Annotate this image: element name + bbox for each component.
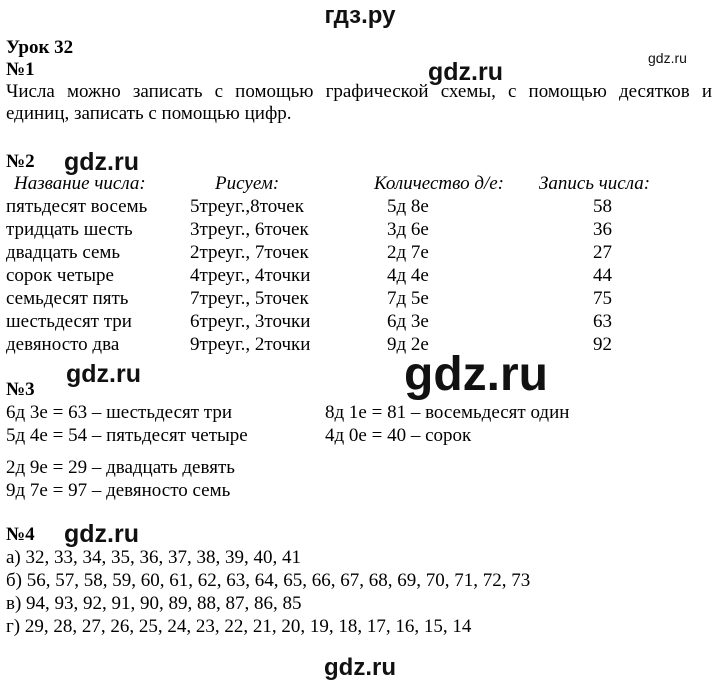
task4-number: №4 bbox=[6, 524, 35, 545]
cell-count: 4д 4е bbox=[387, 265, 429, 286]
cell-count: 2д 7е bbox=[387, 242, 429, 263]
cell-name: сорок четыре bbox=[6, 265, 114, 286]
site-header: гдз.ру bbox=[324, 2, 396, 29]
task3-left-line: 6д 3е = 63 – шестьдесят три bbox=[6, 402, 233, 423]
cell-draw: 3треуг., 6точек bbox=[190, 219, 309, 240]
table-row bbox=[0, 195, 720, 218]
table-row bbox=[0, 333, 720, 356]
task3-left-line: 9д 7е = 97 – девяносто семь bbox=[6, 480, 231, 501]
table-row bbox=[0, 241, 720, 264]
cell-draw: 6треуг., 3точки bbox=[190, 311, 311, 332]
cell-draw: 5треуг.,8точек bbox=[190, 196, 304, 217]
cell-count: 3д 6е bbox=[387, 219, 429, 240]
header-count: Количество д/е: bbox=[374, 173, 505, 194]
task1-text-line2: единиц, записать с помощью цифр. bbox=[6, 103, 292, 124]
task4-line-g: г) 29, 28, 27, 26, 25, 24, 23, 22, 21, 20, 19, 18, 17, 16, 15, 14 bbox=[6, 616, 472, 637]
cell-count: 5д 8е bbox=[387, 196, 429, 217]
task3-number: №3 bbox=[6, 379, 35, 400]
task4-line-b: б) 56, 57, 58, 59, 60, 61, 62, 63, 64, 65, 66, 67, 68, 69, 70, 71, 72, 73 bbox=[6, 570, 531, 591]
task1-number: №1 bbox=[6, 59, 35, 80]
cell-count: 7д 5е bbox=[387, 288, 429, 309]
lesson-title: Урок 32 bbox=[6, 37, 74, 58]
cell-count: 9д 2е bbox=[387, 334, 429, 355]
task3-right-line: 4д 0е = 40 – сорок bbox=[325, 425, 472, 446]
cell-record: 36 bbox=[593, 219, 612, 240]
header-draw: Рисуем: bbox=[215, 173, 280, 194]
cell-name: шестьдесят три bbox=[6, 311, 132, 332]
cell-name: семьдесят пять bbox=[6, 288, 129, 309]
task3-left-line: 2д 9е = 29 – двадцать девять bbox=[6, 457, 235, 478]
cell-name: тридцать шесть bbox=[6, 219, 133, 240]
watermark-task3-small: gdz.ru bbox=[66, 360, 141, 388]
header-name: Название числа: bbox=[14, 173, 146, 194]
cell-draw: 4треуг., 4точки bbox=[190, 265, 311, 286]
cell-name: двадцать семь bbox=[6, 242, 121, 263]
cell-draw: 7треуг., 5точек bbox=[190, 288, 309, 309]
watermark-task4: gdz.ru bbox=[64, 520, 139, 548]
table-row bbox=[0, 264, 720, 287]
cell-record: 58 bbox=[593, 196, 612, 217]
cell-record: 75 bbox=[593, 288, 612, 309]
cell-record: 27 bbox=[593, 242, 612, 263]
watermark-top-right: gdz.ru bbox=[648, 50, 687, 66]
table-row bbox=[0, 287, 720, 310]
cell-name: пятьдесят восемь bbox=[6, 196, 148, 217]
cell-name: девяносто два bbox=[6, 334, 120, 355]
cell-draw: 9треуг., 2точки bbox=[190, 334, 311, 355]
table-row bbox=[0, 310, 720, 333]
watermark-task2: gdz.ru bbox=[64, 148, 139, 176]
task4-line-v: в) 94, 93, 92, 91, 90, 89, 88, 87, 86, 85 bbox=[6, 593, 302, 614]
task4-line-a: а) 32, 33, 34, 35, 36, 37, 38, 39, 40, 41 bbox=[6, 547, 302, 568]
watermark-bottom: gdz.ru bbox=[324, 654, 396, 681]
watermark-task3-large: gdz.ru bbox=[404, 348, 548, 401]
table-row bbox=[0, 218, 720, 241]
task3-right-line: 8д 1е = 81 – восемьдесят один bbox=[325, 402, 570, 423]
header-record: Запись числа: bbox=[539, 173, 651, 194]
task1-text-line1: Числа можно записать с помощью графической схемы, с помощью десятков и bbox=[6, 81, 712, 102]
cell-count: 6д 3е bbox=[387, 311, 429, 332]
cell-draw: 2треуг., 7точек bbox=[190, 242, 309, 263]
table-header-row bbox=[0, 172, 720, 195]
task2-number: №2 bbox=[6, 151, 35, 172]
cell-record: 44 bbox=[593, 265, 612, 286]
cell-record: 63 bbox=[593, 311, 612, 332]
task3-left-line: 5д 4е = 54 – пятьдесят четыре bbox=[6, 425, 248, 446]
watermark-task1: gdz.ru bbox=[428, 58, 503, 86]
cell-record: 92 bbox=[593, 334, 612, 355]
